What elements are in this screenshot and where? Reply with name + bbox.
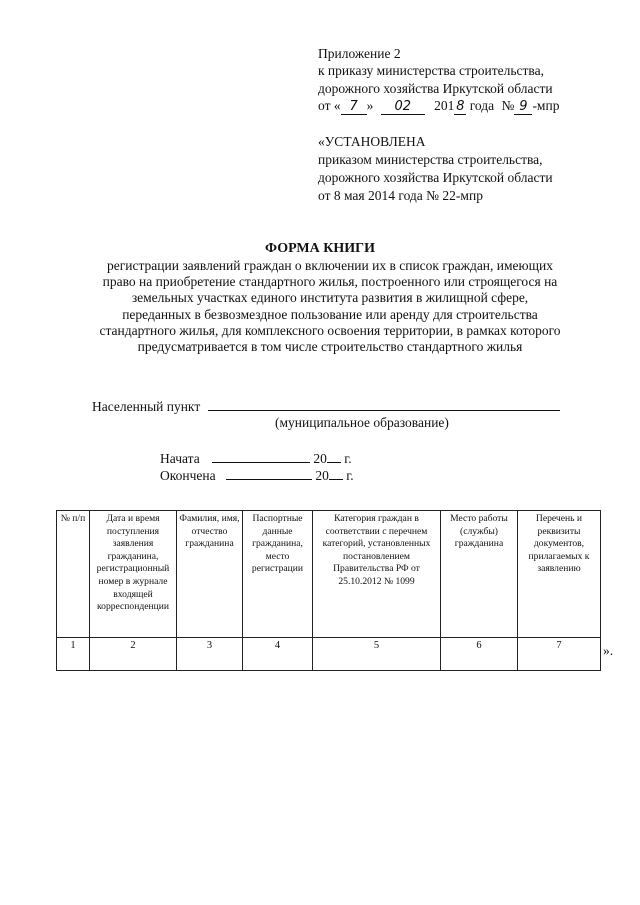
- ended-year-prefix: 20: [315, 468, 329, 483]
- started-year-suffix: г.: [344, 451, 352, 466]
- column-number-cell: 5: [313, 638, 441, 671]
- started-row: [160, 450, 352, 467]
- appendix-day: 7: [341, 100, 367, 115]
- ended-date-field: [226, 467, 312, 480]
- header-cell-category: Категория граждан в соответствии с перечнем категорий, установленных постановлением Правительства РФ от 25.10.2012 № 1099: [313, 511, 441, 638]
- header-cell-documents: Перечень и реквизиты документов, прилагаемых к заявлению: [518, 511, 601, 638]
- appendix-number-prefix: №: [501, 98, 515, 113]
- started-year-field: [327, 450, 341, 463]
- form-description-line: право на приобретение стандартного жилья, построенного или строящегося на: [102, 274, 558, 290]
- column-number-cell: 1: [57, 638, 90, 671]
- ended-year-suffix: г.: [346, 468, 354, 483]
- locality-caption: (муниципальное образование): [275, 415, 449, 430]
- appendix-number: 9: [514, 100, 532, 115]
- form-description-line: стандартного жилья, для комплексного освоения территории, в рамках которого: [99, 322, 561, 338]
- column-number-cell: 7: [518, 638, 601, 671]
- column-number-cell: 3: [177, 638, 243, 671]
- registration-table: [56, 510, 601, 671]
- table-header-row: [57, 511, 601, 638]
- header-cell-name: Фамилия, имя, отчество гражданина: [177, 511, 243, 638]
- appendix-title: Приложение 2: [318, 46, 401, 61]
- appendix-date-prefix: от «: [318, 98, 341, 113]
- appendix-year-prefix: 201: [434, 98, 455, 113]
- column-number-cell: 6: [441, 638, 518, 671]
- appendix-date-line: [318, 98, 559, 115]
- header-cell-workplace: Место работы (службы) гражданина: [441, 511, 518, 638]
- ended-year-field: [329, 467, 343, 480]
- header-cell-passport: Паспортные данные гражданина, место регистрации: [243, 511, 313, 638]
- form-title: ФОРМА КНИГИ: [265, 241, 375, 256]
- started-date-field: [212, 450, 310, 463]
- table-row: [57, 638, 601, 671]
- appendix-order-line2: дорожного хозяйства Иркутской области: [318, 81, 553, 96]
- appendix-month: 02: [381, 100, 425, 115]
- approved-line2: приказом министерства строительства,: [318, 152, 543, 167]
- started-year-prefix: 20: [313, 451, 327, 466]
- locality-row: [92, 398, 560, 415]
- ended-row: [160, 467, 354, 484]
- started-label: Начата: [160, 451, 200, 466]
- column-number-cell: 2: [90, 638, 177, 671]
- approved-title: «УСТАНОВЛЕНА: [318, 134, 426, 149]
- locality-field: [208, 398, 560, 411]
- locality-label: Населенный пункт: [92, 399, 201, 414]
- header-cell-number: № п/п: [57, 511, 90, 638]
- approved-line4: от 8 мая 2014 года № 22-мпр: [318, 188, 483, 203]
- form-description: [40, 258, 620, 355]
- header-cell-date: Дата и время поступления заявления гражданина, регистрационный номер в журнале входящей корреспонденции: [90, 511, 177, 638]
- form-description-line: регистрации заявлений граждан о включении их в список граждан, имеющих: [107, 258, 553, 273]
- appendix-date-mid: »: [366, 98, 374, 113]
- form-description-line: переданных в безвозмездное пользование или аренду для строительства: [122, 306, 538, 322]
- appendix-year-suffix: года: [469, 98, 495, 113]
- form-description-line: предусматривается в том числе строительство стандартного жилья: [137, 339, 523, 355]
- form-description-line: земельных участках единого института развития в жилищной сфере,: [131, 290, 529, 306]
- appendix-number-suffix: -мпр: [532, 98, 560, 113]
- approved-line3: дорожного хозяйства Иркутской области: [318, 170, 553, 185]
- appendix-order-line1: к приказу министерства строительства,: [318, 63, 544, 78]
- column-number-cell: 4: [243, 638, 313, 671]
- ended-label: Окончена: [160, 468, 216, 483]
- appendix-year-digit: 8: [456, 99, 465, 114]
- closing-quote: ».: [603, 643, 614, 658]
